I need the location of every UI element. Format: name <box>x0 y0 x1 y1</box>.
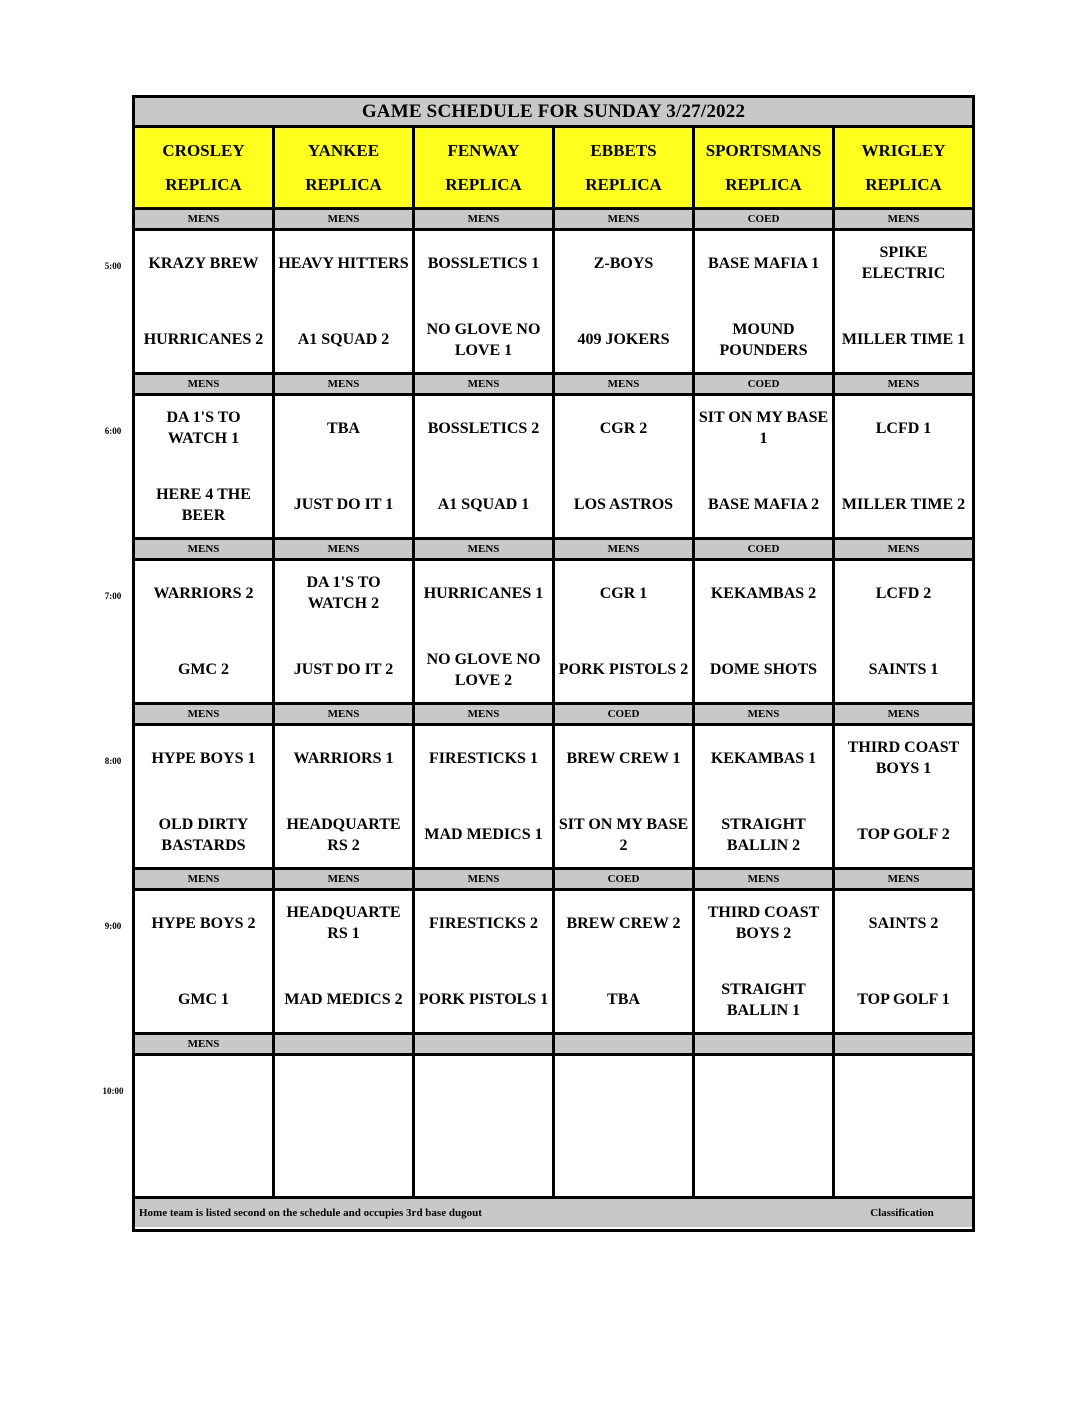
game-cell <box>692 561 832 702</box>
division-label: MENS <box>552 540 692 558</box>
division-label: MENS <box>832 705 972 723</box>
away-team: THIRD COAST BOYS 1 <box>847 739 960 778</box>
division-label: MENS <box>692 870 832 888</box>
home-team: MILLER TIME 2 <box>841 496 966 514</box>
away-team: KRAZY BREW <box>148 254 259 272</box>
home-team: PORK PISTOLS 1 <box>418 991 549 1009</box>
away-team: BOSSLETICS 1 <box>427 254 540 272</box>
footer-note: Home team is listed second on the schedule and occupies 3rd base dugout <box>139 1207 482 1219</box>
game-cell <box>832 231 972 372</box>
home-team: SIT ON MY BASE 2 <box>558 815 689 854</box>
away-team: FIRESTICKS 1 <box>429 749 538 767</box>
division-label: MENS <box>832 540 972 558</box>
home-team: HEADQUARTE RS 2 <box>286 815 401 854</box>
time-label: 6:00 <box>104 426 122 436</box>
away-team: FIRESTICKS 2 <box>429 914 538 932</box>
division-label <box>832 1035 972 1053</box>
game-cell <box>692 726 832 867</box>
division-label: MENS <box>187 873 220 885</box>
game-cell <box>832 726 972 867</box>
home-team <box>275 1126 412 1196</box>
division-label: COED <box>692 540 832 558</box>
field-header-1 <box>272 128 412 207</box>
away-team: CGR 2 <box>599 419 648 437</box>
away-team: DA 1'S TO WATCH 1 <box>166 409 241 448</box>
division-label: MENS <box>187 378 220 390</box>
game-cell <box>272 231 412 372</box>
home-team: MAD MEDICS 1 <box>424 826 543 844</box>
away-team: HEAVY HITTERS <box>278 254 409 272</box>
time-label: 5:00 <box>104 261 122 271</box>
game-cell <box>412 891 552 1032</box>
game-cell <box>412 396 552 537</box>
schedule-title: GAME SCHEDULE FOR SUNDAY 3/27/2022 <box>135 98 972 128</box>
division-label: COED <box>692 210 832 228</box>
division-label: MENS <box>412 375 552 393</box>
away-team: HURRICANES 1 <box>423 584 544 602</box>
home-team: TOP GOLF 1 <box>857 991 950 1009</box>
away-team: SPIKE ELECTRIC <box>861 244 946 283</box>
division-label: MENS <box>692 705 832 723</box>
game-cell <box>135 891 272 1032</box>
division-label: MENS <box>412 210 552 228</box>
game-slot-row <box>135 1056 972 1199</box>
game-cell <box>832 1056 972 1196</box>
away-team: LCFD 2 <box>875 584 932 602</box>
home-team: HERE 4 THE BEER <box>156 485 251 524</box>
away-team: Z-BOYS <box>593 254 654 272</box>
home-team: TBA <box>607 991 640 1009</box>
division-label: MENS <box>272 375 412 393</box>
home-team: LOS ASTROS <box>573 496 674 514</box>
division-label: MENS <box>272 540 412 558</box>
home-team: STRAIGHT BALLIN 2 <box>721 815 806 854</box>
division-label: MENS <box>832 210 972 228</box>
game-cell <box>272 561 412 702</box>
home-team: MILLER TIME 1 <box>841 331 966 349</box>
game-cell <box>272 726 412 867</box>
division-label: MENS <box>187 708 220 720</box>
field-header-4 <box>692 128 832 207</box>
field-type: REPLICA <box>585 174 662 194</box>
game-cell <box>135 1056 272 1196</box>
game-cell <box>552 396 692 537</box>
away-team: KEKAMBAS 1 <box>710 749 817 767</box>
away-team: WARRIORS 1 <box>293 749 394 767</box>
home-team: NO GLOVE NO LOVE 2 <box>426 650 541 689</box>
division-label <box>552 1035 692 1053</box>
division-row <box>135 375 972 396</box>
game-cell <box>552 231 692 372</box>
division-label: MENS <box>412 870 552 888</box>
field-header-0 <box>135 128 272 207</box>
field-header-3 <box>552 128 692 207</box>
home-team <box>555 1126 692 1196</box>
home-team: MOUND POUNDERS <box>719 320 808 359</box>
field-name: SPORTSMANS <box>705 140 822 160</box>
home-team: A1 SQUAD 2 <box>297 331 390 349</box>
division-label: MENS <box>187 1038 220 1050</box>
home-team <box>135 1126 272 1196</box>
away-team: BOSSLETICS 2 <box>427 419 540 437</box>
home-team: HURRICANES 2 <box>143 331 264 349</box>
home-team: PORK PISTOLS 2 <box>558 661 689 679</box>
game-cell <box>412 561 552 702</box>
division-label: COED <box>552 705 692 723</box>
home-team: NO GLOVE NO LOVE 1 <box>426 320 541 359</box>
home-team: OLD DIRTY BASTARDS <box>158 815 249 854</box>
game-cell <box>552 726 692 867</box>
away-team: KEKAMBAS 2 <box>710 584 817 602</box>
game-cell <box>552 891 692 1032</box>
game-slot-row <box>135 231 972 375</box>
division-label <box>692 1035 832 1053</box>
home-team <box>415 1126 552 1196</box>
home-team: TOP GOLF 2 <box>857 826 950 844</box>
schedule-table <box>132 95 975 1232</box>
time-label: 8:00 <box>104 756 122 766</box>
field-name: CROSLEY <box>162 140 245 160</box>
away-team: HYPE BOYS 1 <box>151 749 256 767</box>
away-team: LCFD 1 <box>875 419 932 437</box>
division-label <box>412 1035 552 1053</box>
home-team: 409 JOKERS <box>577 331 670 349</box>
field-header-2 <box>412 128 552 207</box>
home-team: GMC 2 <box>177 661 230 679</box>
game-slot-row <box>135 726 972 870</box>
home-team <box>835 1126 972 1196</box>
field-header-5 <box>832 128 972 207</box>
away-team <box>415 1056 552 1126</box>
game-slot-row <box>135 561 972 705</box>
home-team: SAINTS 1 <box>868 661 939 679</box>
away-team <box>135 1056 272 1126</box>
away-team: BREW CREW 2 <box>566 914 681 932</box>
away-team: HEADQUARTE RS 1 <box>286 904 401 943</box>
game-cell <box>692 396 832 537</box>
division-label: MENS <box>187 213 220 225</box>
game-cell <box>832 561 972 702</box>
classification-label: Classification <box>870 1207 934 1219</box>
division-label: MENS <box>552 375 692 393</box>
game-cell <box>412 231 552 372</box>
game-cell <box>832 396 972 537</box>
game-cell <box>552 561 692 702</box>
division-label: MENS <box>187 543 220 555</box>
field-type: REPLICA <box>725 174 802 194</box>
game-cell <box>552 1056 692 1196</box>
home-team: DOME SHOTS <box>709 661 818 679</box>
division-label <box>272 1035 412 1053</box>
division-label: COED <box>552 870 692 888</box>
field-type: REPLICA <box>445 174 522 194</box>
away-team: BASE MAFIA 1 <box>707 254 820 272</box>
home-team: A1 SQUAD 1 <box>437 496 530 514</box>
game-cell <box>692 891 832 1032</box>
away-team: SAINTS 2 <box>868 914 939 932</box>
division-label: MENS <box>272 210 412 228</box>
game-cell <box>412 726 552 867</box>
division-row <box>135 1035 972 1056</box>
field-header-row <box>135 128 972 210</box>
away-team <box>275 1056 412 1126</box>
game-cell <box>135 726 272 867</box>
game-cell <box>272 1056 412 1196</box>
away-team <box>695 1056 832 1126</box>
division-row <box>135 870 972 891</box>
field-type: REPLICA <box>165 174 242 194</box>
time-label: 9:00 <box>104 921 122 931</box>
time-label: 10:00 <box>102 1086 124 1096</box>
game-cell <box>135 396 272 537</box>
game-cell <box>412 1056 552 1196</box>
division-label: MENS <box>832 375 972 393</box>
away-team: BREW CREW 1 <box>566 749 681 767</box>
away-team <box>555 1056 692 1126</box>
home-team: BASE MAFIA 2 <box>707 496 820 514</box>
home-team: MAD MEDICS 2 <box>284 991 403 1009</box>
away-team: THIRD COAST BOYS 2 <box>707 904 820 943</box>
away-team: HYPE BOYS 2 <box>151 914 256 932</box>
home-team: JUST DO IT 1 <box>293 496 394 514</box>
game-cell <box>692 231 832 372</box>
game-slot-row <box>135 891 972 1035</box>
game-slot-row <box>135 396 972 540</box>
home-team: GMC 1 <box>177 991 230 1009</box>
home-team <box>695 1126 832 1196</box>
footer-row <box>135 1199 972 1227</box>
away-team: TBA <box>327 419 360 437</box>
game-cell <box>135 561 272 702</box>
away-team: WARRIORS 2 <box>153 584 254 602</box>
field-name: FENWAY <box>447 140 520 160</box>
division-label: MENS <box>272 870 412 888</box>
division-label: MENS <box>412 705 552 723</box>
field-type: REPLICA <box>305 174 382 194</box>
division-label: MENS <box>412 540 552 558</box>
field-name: WRIGLEY <box>861 140 946 160</box>
division-label: MENS <box>272 705 412 723</box>
home-team: JUST DO IT 2 <box>293 661 394 679</box>
game-cell <box>832 891 972 1032</box>
away-team: CGR 1 <box>599 584 648 602</box>
field-type: REPLICA <box>865 174 942 194</box>
away-team: SIT ON MY BASE 1 <box>698 409 829 448</box>
home-team: STRAIGHT BALLIN 1 <box>721 980 806 1019</box>
game-cell <box>272 891 412 1032</box>
game-cell <box>135 231 272 372</box>
field-name: YANKEE <box>307 140 380 160</box>
division-label: COED <box>692 375 832 393</box>
division-label: MENS <box>552 210 692 228</box>
time-label: 7:00 <box>104 591 122 601</box>
away-team <box>835 1056 972 1126</box>
game-cell <box>272 396 412 537</box>
field-name: EBBETS <box>590 140 657 160</box>
division-label: MENS <box>832 870 972 888</box>
away-team: DA 1'S TO WATCH 2 <box>306 574 381 613</box>
division-row <box>135 705 972 726</box>
division-row <box>135 540 972 561</box>
division-row <box>135 210 972 231</box>
game-cell <box>692 1056 832 1196</box>
